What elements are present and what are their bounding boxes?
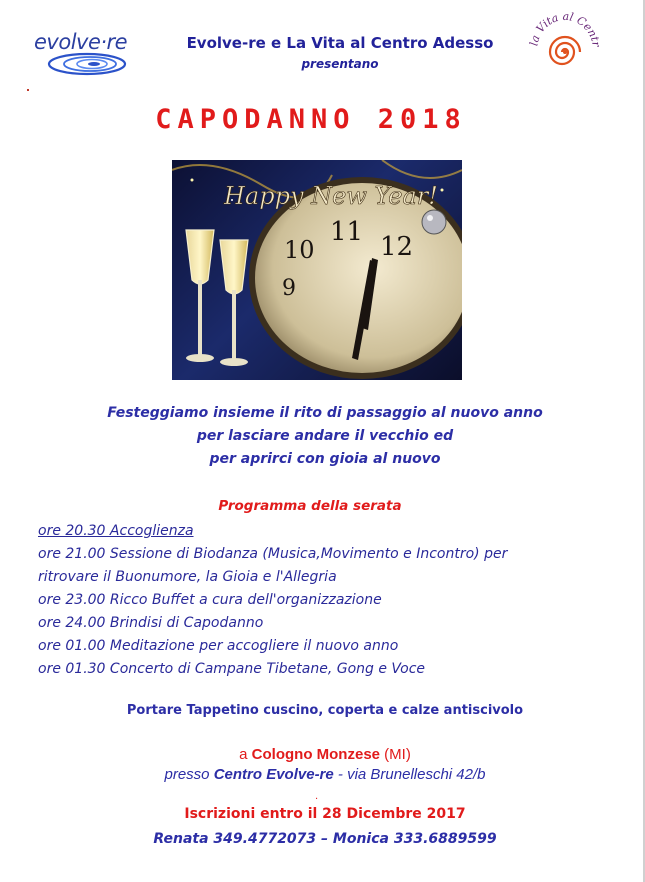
intro-line: per aprirci con gioia al nuovo [209,451,441,467]
program-list [38,520,598,681]
program-title: Programma della serata [218,498,402,514]
venue-name: Centro Evolve-re [213,766,334,783]
swirl-icon [42,48,132,78]
header-title: Evolve-re e La Vita al Centro Adesso [186,34,494,52]
decorative-dot [27,89,29,91]
new-year-image [172,160,462,380]
clock-number-10: 10 [284,236,315,264]
clock-number-12: 12 [380,232,414,262]
program-item: ore 24.00 Brindisi di Capodanno [38,615,264,631]
evolve-re-logo [32,26,142,78]
clock-number-11: 11 [330,217,364,247]
contacts: Renata 349.4772073 – Monica 333.6889599 [153,831,497,847]
decorative-dot: . [315,791,319,802]
la-vita-al-centro-logo [527,8,603,92]
la-vita-logo-text: la Vita al Centr [527,9,603,48]
header-subtitle: presentano [301,57,379,71]
evolve-re-logo-text: evolve·re [34,30,128,54]
event-title: CAPODANNO 2018 [155,104,467,135]
intro-line: Festeggiamo insieme il rito di passaggio al nuovo anno [107,405,543,421]
venue-address: - via Brunelleschi 42/b [333,766,486,783]
program-item: ore 21.00 Sessione di Biodanza (Musica,Movimento e Incontro) per [38,546,508,562]
program-item: ore 01.30 Concerto di Campane Tibetane, Gong e Voce [38,661,426,677]
clock-number-9: 9 [282,276,296,301]
program-item: ore 23.00 Ricco Buffet a cura dell'organizzazione [38,592,382,608]
program-item: ore 01.00 Meditazione per accogliere il nuovo anno [38,638,399,654]
program-item[interactable]: ore 20.30 Accoglienza [38,523,194,539]
intro-line: per lasciare andare il vecchio ed [196,428,454,444]
what-to-bring: Portare Tappetino cuscino, coperta e calze antiscivolo [126,703,524,718]
location-venue [60,766,590,783]
city-name: Cologno Monzese [251,746,380,763]
presso-label: presso [164,766,214,783]
happy-new-year-caption: Happy New Year! [224,182,438,210]
intro-text [60,402,590,471]
program-item: ritrovare il Buonumore, la Gioia e l'Allegria [38,569,337,585]
new-year-illustration [172,160,462,380]
province: (MI) [380,746,411,763]
registration-deadline: Iscrizioni entro il 28 Dicembre 2017 [184,806,466,822]
location-prefix: a [239,746,252,763]
location-city [60,746,590,763]
